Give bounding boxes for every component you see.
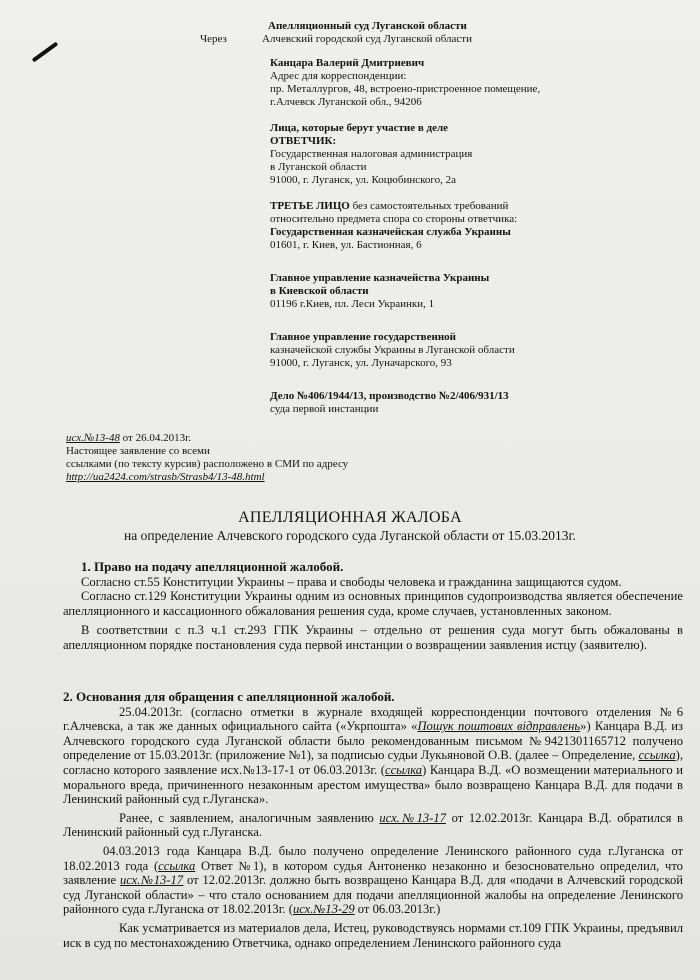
treasury-address: 01196 г.Киев, пл. Леси Украинки, 1 bbox=[270, 298, 435, 310]
respondent-label: ОТВЕТЧИК: bbox=[270, 135, 337, 147]
section-2-paragraph-1 bbox=[63, 705, 683, 807]
case-instance: суда первой инстанции bbox=[270, 403, 379, 415]
p2-link-claim[interactable]: исх.№13-17 bbox=[379, 810, 446, 825]
respondent-line-2: в Луганской области bbox=[270, 161, 367, 173]
p2-text-b: от 12.02.2013г. Канцара В.Д. обратился в Ленинский районный суд г.Луганска. bbox=[63, 810, 683, 840]
third-party-address: 01601, г. Киев, ул. Бастионная, 6 bbox=[270, 239, 422, 251]
appellant-name: Канцара Валерий Дмитриевич bbox=[270, 57, 425, 69]
p3-link-answer[interactable]: ссылка bbox=[158, 858, 196, 873]
third-party-desc-1: без самостоятельных требований bbox=[349, 200, 509, 212]
local-court-name: Алчевский городской суд Луганской области bbox=[262, 33, 472, 45]
outgoing-note-1: Настоящее заявление со всеми bbox=[66, 445, 210, 457]
participants-label: Лица, которые берут участие в деле bbox=[270, 122, 449, 134]
section-1 bbox=[63, 560, 683, 653]
section-1-paragraph-1: Согласно ст.55 Конституции Украины – права и свободы человека и гражданина защищаются судом. bbox=[81, 574, 622, 589]
third-party-name: Государственная казначейская служба Украины bbox=[270, 226, 511, 238]
section-1-paragraph-2: Согласно ст.129 Конституции Украины одним из основных принципов судопроизводства является обеспечение апелляционного и кассационного обжалования решения суда, кроме случаев, установленных законом. bbox=[63, 589, 683, 618]
outgoing-ref bbox=[66, 432, 191, 445]
third-party-heading bbox=[270, 200, 508, 213]
pen-mark bbox=[32, 42, 59, 63]
p3-text-c: от 12.02.2013г. должно быть возвращено Канцара В.Д. для «подачи в Алчевский городской суд Луганской области» – что стало основанием для подачи апелляционной жалобы на определение Ленинского районного суда г.Луганска от 18.02.2013г. ( bbox=[63, 873, 683, 917]
address-line-2: г.Алчевск Луганской обл., 94206 bbox=[270, 96, 422, 108]
section-1-paragraph-3: В соответствии с п.3 ч.1 ст.293 ГПК Украины – отдельно от решения суда могут быть обжалованы в апелляционном порядке постановления суда первой инстанции о возвращении заявления истцу (заявителю). bbox=[63, 623, 683, 652]
address-line-1: пр. Металлургов, 48, встроено-пристроенное помещение, bbox=[270, 83, 541, 95]
p2-text-a: Ранее, с заявлением, аналогичным заявлению bbox=[119, 810, 380, 825]
section-2-paragraph-3 bbox=[63, 844, 683, 917]
p3-text-b: Ответ №1), в котором судья Антоненко незаконно и безосновательно определил, что заявление bbox=[63, 858, 683, 888]
p3-text-d: от 06.03.2013г.) bbox=[354, 902, 441, 917]
outgoing-ref-date: от 26.04.2013г. bbox=[119, 432, 192, 444]
section-2-heading: 2. Основания для обращения с апелляционной жалобой. bbox=[63, 689, 395, 704]
p1-text-a: 25.04.2013г. (согласно отметки в журнале входящей корреспонденции почтового отделения №6 г.Алчевска, а так же данных официального сайта («Укрпошта» « bbox=[63, 704, 683, 734]
outgoing-url-link[interactable]: http://ua2424.com/strasb/Strasb4/13-48.html bbox=[66, 471, 265, 483]
gu-line-1: Главное управление государственной bbox=[270, 331, 457, 343]
appeal-court-name: Апелляционный суд Луганской области bbox=[268, 20, 467, 32]
p1-link-ruling[interactable]: ссылка bbox=[638, 748, 676, 763]
gu-address: 91000, г. Луганск, ул. Луначарского, 93 bbox=[270, 357, 452, 369]
address-label: Адрес для корреспонденции: bbox=[270, 70, 407, 82]
treasury-line-2: в Киевской области bbox=[270, 285, 369, 297]
third-party-label: ТРЕТЬЕ ЛИЦО bbox=[270, 200, 350, 212]
p3-text-a: 04.03.2013 года Канцара В.Д. было получено определение Ленинского районного суда г.Луганска от 18.02.2013 года ( bbox=[63, 843, 683, 873]
third-party-desc-2: относительно предмета спора со стороны ответчика: bbox=[270, 213, 518, 225]
gu-line-2: казначейской службы Украины в Луганской области bbox=[270, 344, 515, 356]
document-subtitle: на определение Алчевского городского суда Луганской области от 15.03.2013г. bbox=[124, 528, 576, 543]
section-2 bbox=[63, 690, 683, 950]
section-1-heading: 1. Право на подачу апелляционной жалобой. bbox=[81, 559, 344, 574]
outgoing-ref-link[interactable]: исх.№13-48 bbox=[66, 432, 120, 444]
p1-text-b: ») Канцара В.Д. из Алчевского городского суда Луганской области было рекомендованным письмом №9421301165712 получено определение от 15.03.2013г. (приложение №1), за подписью судьи Лукьяновой О.В. (далее – Определение, bbox=[63, 719, 684, 763]
respondent-line-1: Государственная налоговая администрация bbox=[270, 148, 473, 160]
document-title: АПЕЛЛЯЦИОННАЯ ЖАЛОБА bbox=[238, 509, 462, 526]
treasury-line-1: Главное управление казначейства Украины bbox=[270, 272, 490, 284]
p1-text-d: ) Канцара В.Д. «О возмещении материального и морального вреда, причиненного незаконным арестом имущества» было возвращено Канцара В.Д. для подачи в Ленинский районный суд г.Луганска». bbox=[63, 762, 683, 807]
p3-link-claim[interactable]: исх.№13-17 bbox=[119, 873, 184, 888]
case-number: Дело №406/1944/13, производство №2/406/931/13 bbox=[270, 390, 509, 402]
respondent-line-3: 91000, г. Луганск, ул. Коцюбинского, 2а bbox=[270, 174, 457, 186]
outgoing-note-2: ссылками (по тексту курсив) расположено в СМИ по адресу bbox=[66, 458, 349, 470]
p1-link-claim[interactable]: ссылка bbox=[385, 762, 423, 777]
through-label: Через bbox=[200, 33, 227, 45]
p1-link-tracking[interactable]: Пошук поштових відправлень bbox=[417, 719, 581, 734]
p3-link-appeal[interactable]: исх.№13-29 bbox=[292, 902, 355, 917]
p1-text-c: ), согласно которого заявление исх.№13-17-1 от 06.03.2013г. ( bbox=[63, 748, 683, 777]
section-2-paragraph-4: Как усматривается из материалов дела, Истец, руководствуясь нормами ст.109 ГПК Украины, предъявил иск в суд по местонахождению Ответчика, однако определением Ленинского районного суда bbox=[63, 920, 683, 950]
section-2-paragraph-2 bbox=[63, 811, 683, 840]
